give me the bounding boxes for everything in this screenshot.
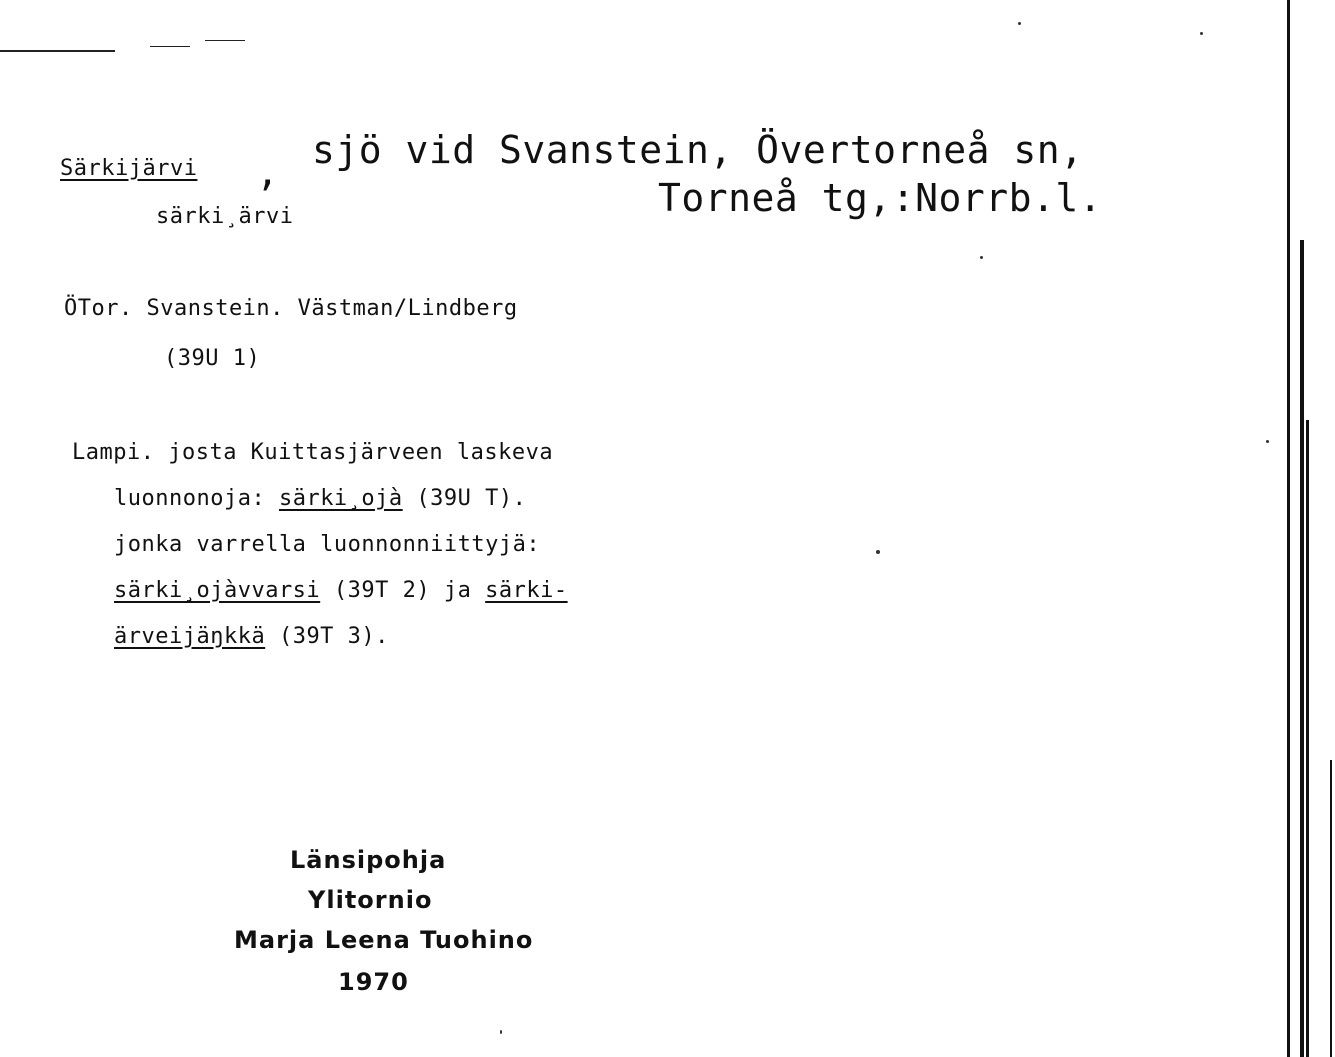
scan-speck [876,550,880,554]
scan-mark [0,50,115,52]
scan-mark [205,40,245,41]
stamp-year: 1970 [338,968,409,996]
card-edge-line [1287,0,1290,1057]
stamp-region: Länsipohja [290,846,447,874]
body-line-4 [114,578,568,603]
headword-comma: , [256,150,280,194]
headword: Särkijärvi [60,156,198,181]
stamp-parish: Ylitornio [308,886,433,914]
scan-speck [500,1030,502,1034]
card-edge-line [1300,240,1304,1057]
body-line-2-pre: luonnonoja: [114,486,279,511]
phonetic-form: särki¸ärvi [156,204,294,229]
term-sarki: särki- [485,578,568,603]
body-line-2-post: (39U T). [402,486,527,511]
term-sarkiojavvarsi: särki¸ojàvvarsi [114,578,321,603]
body-line-4-mid: (39T 2) ja [320,578,486,603]
body-line-2 [114,486,526,511]
scan-speck [1200,32,1203,35]
stamp-collector: Marja Leena Tuohino [234,926,534,954]
card-edge-line [1306,420,1309,1057]
body-line-1: Lampi. josta Kuittasjärveen laskeva [72,440,554,465]
body-line-3: jonka varrella luonnonniittyjä: [114,532,541,557]
scan-speck [1018,22,1021,25]
scan-mark [150,46,190,47]
source-line-1: ÖTor. Svanstein. Västman/Lindberg [64,296,518,321]
source-line-2: (39U 1) [164,346,261,371]
location-line-2: Torneå tg,:Norrb.l. [658,176,1103,220]
scan-speck [1266,440,1269,443]
card-edge-line [1330,760,1332,1057]
scan-speck [980,256,983,259]
body-line-5 [114,624,389,649]
term-arveijankka: ärveijäŋkkä [114,624,266,649]
body-line-5-post: (39T 3). [265,624,389,649]
term-sarkioja: särki¸ojà [278,486,403,511]
location-line-1: sjö vid Svanstein, Övertorneå sn, [312,128,1084,172]
